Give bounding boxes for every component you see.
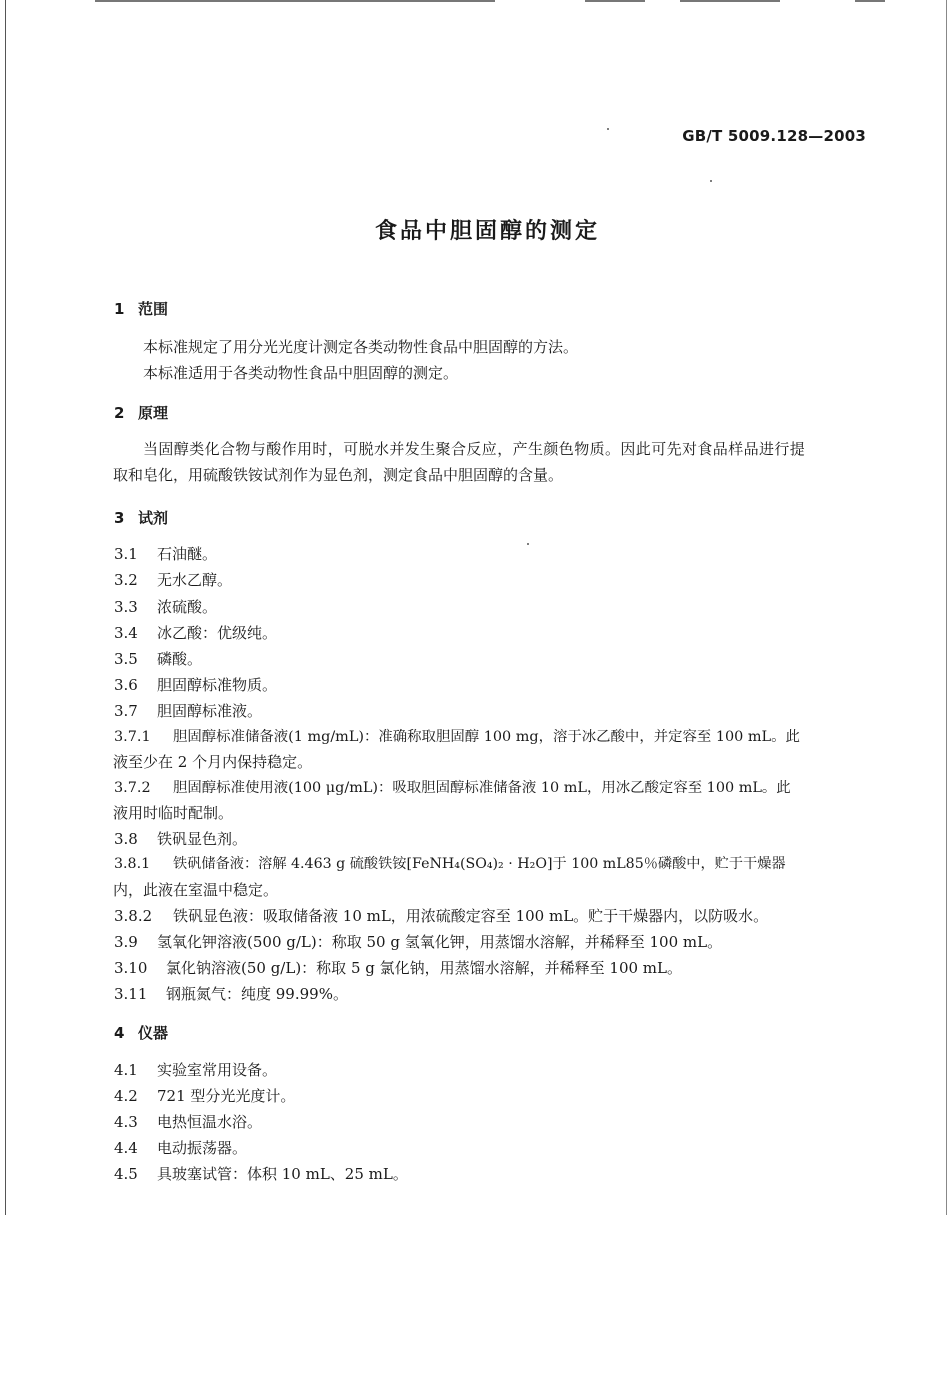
item-text: 721 型分光光度计。 bbox=[157, 1087, 296, 1105]
list-item bbox=[114, 983, 348, 1004]
paragraph-line: 当固醇类化合物与酸作用时，可脱水并发生聚合反应，产生颜色物质。因此可先对食品样品进行提 bbox=[143, 440, 806, 458]
section-number: 1 bbox=[114, 300, 125, 318]
item-text: 无水乙醇。 bbox=[157, 571, 233, 589]
list-item-continuation: 液用时临时配制。 bbox=[113, 804, 234, 822]
section-number: 3 bbox=[114, 509, 125, 527]
scan-top-edge bbox=[0, 0, 950, 4]
item-number: 3.9 bbox=[114, 933, 138, 951]
list-item bbox=[114, 674, 277, 695]
speck bbox=[710, 180, 712, 182]
item-text: 铁矾显色液：吸取储备液 10 mL，用浓硫酸定容至 100 mL。贮于干燥器内，以防吸水。 bbox=[173, 907, 769, 925]
standard-number: GB/T 5009.128—2003 bbox=[682, 127, 866, 145]
list-item bbox=[114, 700, 262, 721]
item-number: 3.7 bbox=[114, 702, 138, 720]
item-number: 3.6 bbox=[114, 676, 138, 694]
list-item bbox=[114, 1111, 262, 1132]
item-number: 3.7.2 bbox=[114, 780, 151, 796]
section-heading-reagents bbox=[114, 507, 168, 528]
section-number: 4 bbox=[114, 1024, 125, 1042]
item-text: 氢氧化钾溶液(500 g/L)：称取 50 g 氢氧化钾，用蒸馏水溶解，并稀释至 100 mL。 bbox=[157, 933, 723, 951]
list-item bbox=[114, 1059, 277, 1080]
item-text: 实验室常用设备。 bbox=[157, 1061, 278, 1079]
section-heading-principle bbox=[114, 402, 168, 423]
item-text: 石油醚。 bbox=[157, 545, 218, 563]
list-item bbox=[114, 543, 217, 564]
item-number: 3.1 bbox=[114, 545, 138, 563]
item-number: 4.2 bbox=[114, 1087, 138, 1105]
section-heading-apparatus bbox=[114, 1022, 168, 1043]
page-title: 食品中胆固醇的测定 bbox=[374, 219, 600, 244]
item-number: 3.2 bbox=[114, 571, 138, 589]
list-item bbox=[114, 776, 791, 797]
item-number: 3.5 bbox=[114, 650, 138, 668]
item-text: 胆固醇标准物质。 bbox=[157, 676, 278, 694]
list-item bbox=[114, 957, 682, 978]
section-title: 范围 bbox=[138, 300, 169, 318]
list-item bbox=[114, 828, 247, 849]
list-item bbox=[114, 569, 232, 590]
section-title: 试剂 bbox=[138, 509, 169, 527]
item-text: 电热恒温水浴。 bbox=[157, 1113, 263, 1131]
item-number: 4.4 bbox=[114, 1139, 138, 1157]
item-text: 铁矾储备液：溶解 4.463 g 硫酸铁铵[FeNH₄(SO₄)₂ · H₂O]于 100 mL85％磷酸中，贮于干燥器 bbox=[173, 856, 786, 872]
item-number: 3.11 bbox=[114, 985, 148, 1003]
speck bbox=[527, 543, 529, 545]
item-text: 胆固醇标准液。 bbox=[157, 702, 263, 720]
paragraph-line: 取和皂化，用硫酸铁铵试剂作为显色剂，测定食品中胆固醇的含量。 bbox=[113, 466, 564, 484]
list-item bbox=[114, 1163, 408, 1184]
item-text: 铁矾显色剂。 bbox=[157, 830, 248, 848]
list-item bbox=[114, 648, 202, 669]
list-item-continuation: 内，此液在室温中稳定。 bbox=[113, 881, 279, 899]
list-item bbox=[114, 725, 800, 746]
speck bbox=[607, 128, 609, 130]
paragraph-line: 本标准适用于各类动物性食品中胆固醇的测定。 bbox=[143, 364, 459, 382]
section-heading-scope bbox=[114, 298, 168, 319]
item-text: 冰乙酸：优级纯。 bbox=[157, 624, 278, 642]
list-item bbox=[114, 622, 277, 643]
item-number: 3.10 bbox=[114, 959, 148, 977]
right-margin-line bbox=[946, 0, 947, 1215]
item-number: 3.3 bbox=[114, 598, 138, 616]
section-title: 原理 bbox=[138, 404, 169, 422]
item-text: 胆固醇标准使用液(100 μg/mL)：吸取胆固醇标准储备液 10 mL，用冰乙酸定容至 100 mL。此 bbox=[173, 780, 791, 796]
item-text: 磷酸。 bbox=[157, 650, 203, 668]
item-number: 4.3 bbox=[114, 1113, 138, 1131]
list-item bbox=[114, 905, 768, 926]
list-item bbox=[114, 1085, 295, 1106]
section-title: 仪器 bbox=[138, 1024, 169, 1042]
list-item bbox=[114, 596, 217, 617]
item-number: 3.8.1 bbox=[114, 856, 151, 872]
item-text: 胆固醇标准储备液(1 mg/mL)：准确称取胆固醇 100 mg，溶于冰乙酸中，并定容至 100 mL。此 bbox=[173, 729, 800, 745]
item-text: 电动振荡器。 bbox=[157, 1139, 248, 1157]
list-item bbox=[114, 1137, 247, 1158]
item-number: 3.8 bbox=[114, 830, 138, 848]
item-text: 具玻塞试管：体积 10 mL、25 mL。 bbox=[157, 1165, 408, 1183]
list-item-continuation: 液至少在 2 个月内保持稳定。 bbox=[113, 753, 313, 771]
item-number: 4.5 bbox=[114, 1165, 138, 1183]
left-margin-line bbox=[5, 0, 6, 1215]
item-number: 3.8.2 bbox=[114, 907, 153, 925]
item-text: 氯化钠溶液(50 g/L)：称取 5 g 氯化钠，用蒸馏水溶解，并稀释至 100 mL。 bbox=[166, 959, 682, 977]
item-number: 4.1 bbox=[114, 1061, 138, 1079]
list-item bbox=[114, 931, 722, 952]
section-number: 2 bbox=[114, 404, 125, 422]
list-item bbox=[114, 853, 786, 873]
paragraph-line: 本标准规定了用分光光度计测定各类动物性食品中胆固醇的方法。 bbox=[143, 338, 579, 356]
item-text: 钢瓶氮气：纯度 99.99%。 bbox=[166, 985, 348, 1003]
item-number: 3.7.1 bbox=[114, 729, 151, 745]
item-number: 3.4 bbox=[114, 624, 138, 642]
item-text: 浓硫酸。 bbox=[157, 598, 218, 616]
